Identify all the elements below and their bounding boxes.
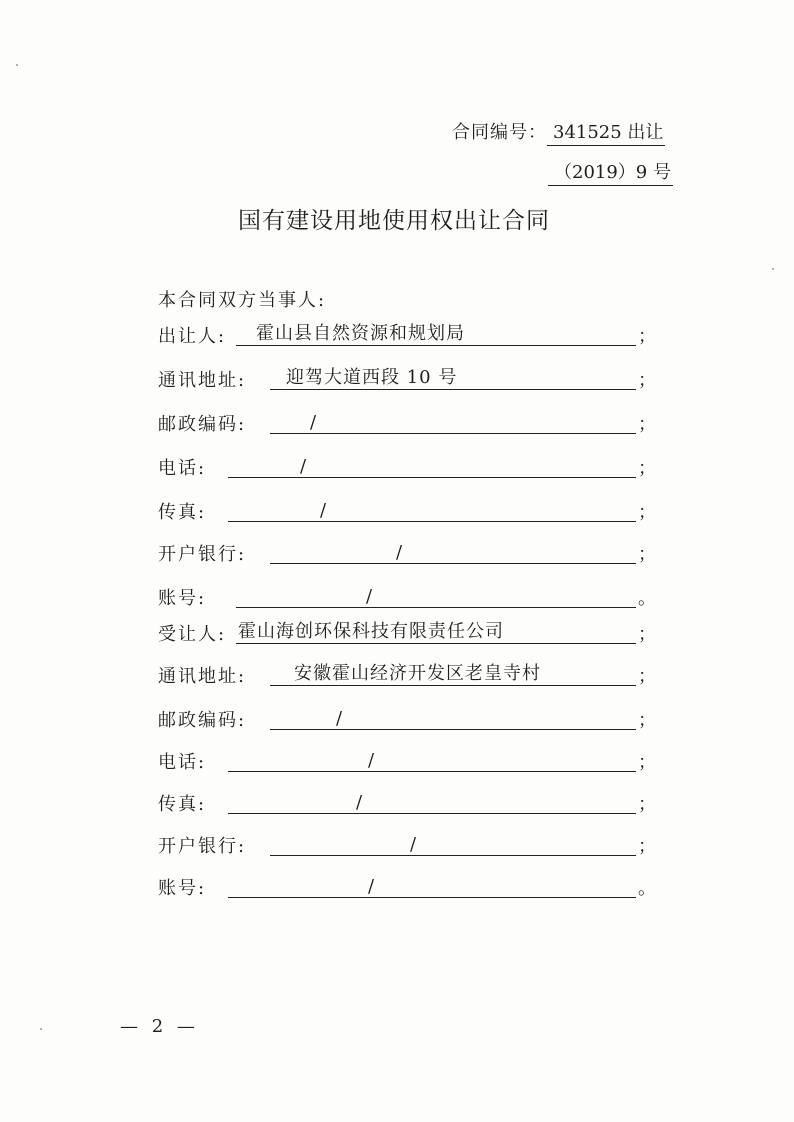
transferor-address-field <box>158 366 658 396</box>
transferor-account-field <box>158 584 658 614</box>
field-underline <box>228 521 636 522</box>
field-label: 通讯地址: <box>158 666 247 687</box>
field-label: 邮政编码: <box>158 710 247 731</box>
field-terminator: ； <box>638 414 656 435</box>
field-terminator: ； <box>638 370 656 391</box>
parties-intro: 本合同双方当事人: <box>158 290 327 311</box>
transferee-fax: / <box>356 792 364 813</box>
field-label: 电话: <box>158 458 207 479</box>
field-label: 邮政编码: <box>158 414 247 435</box>
transferee-party-field <box>158 620 658 650</box>
contract-number-value: 341525 出让 <box>547 118 665 146</box>
transferor-postcode: / <box>310 412 318 433</box>
transferor-party-field <box>158 322 658 352</box>
transferee-phone-field <box>158 748 658 778</box>
field-terminator: ； <box>638 666 656 687</box>
transferor-fax: / <box>320 500 328 521</box>
page-number: — 2 — <box>120 1016 199 1037</box>
field-label: 通讯地址: <box>158 370 247 391</box>
field-underline <box>228 477 636 478</box>
field-label: 账号: <box>158 588 207 609</box>
transferee-bank: / <box>410 834 418 855</box>
contract-number <box>452 118 665 146</box>
field-label: 传真: <box>158 794 207 815</box>
transferor-bank: / <box>396 542 404 563</box>
field-terminator: ； <box>638 752 656 773</box>
field-terminator: 。 <box>638 588 656 609</box>
field-terminator: ； <box>638 502 656 523</box>
transferee-name: 霍山海创环保科技有限责任公司 <box>238 621 504 642</box>
field-terminator: ； <box>638 458 656 479</box>
transferee-account: / <box>368 876 376 897</box>
field-label: 受让人: <box>158 624 227 645</box>
field-terminator: ； <box>638 794 656 815</box>
contract-number-value-2: （2019）9 号 <box>548 158 673 186</box>
field-terminator: ； <box>638 836 656 857</box>
field-underline <box>228 771 636 772</box>
transferee-phone: / <box>368 750 376 771</box>
field-underline <box>236 643 636 644</box>
contract-number-continued <box>548 158 673 186</box>
field-underline <box>270 729 636 730</box>
field-label: 传真: <box>158 502 207 523</box>
field-terminator: ； <box>638 326 656 347</box>
transferor-phone-field <box>158 454 658 484</box>
field-label: 账号: <box>158 878 207 899</box>
transferee-fax-field <box>158 790 658 820</box>
transferor-account: / <box>366 586 374 607</box>
field-label: 出让人: <box>158 326 227 347</box>
document-title: 国有建设用地使用权出让合同 <box>238 208 550 234</box>
field-underline <box>236 607 636 608</box>
transferee-postcode-field <box>158 706 658 736</box>
field-terminator: ； <box>638 624 656 645</box>
transferor-address: 迎驾大道西段 10 号 <box>286 367 458 388</box>
field-terminator: ； <box>638 710 656 731</box>
transferee-account-field <box>158 874 658 904</box>
field-underline <box>270 433 636 434</box>
contract-number-label: 合同编号： <box>452 122 547 143</box>
field-underline <box>228 813 636 814</box>
field-label: 电话: <box>158 752 207 773</box>
field-terminator: 。 <box>638 878 656 899</box>
field-underline <box>270 389 636 390</box>
transferor-postcode-field <box>158 410 658 440</box>
transferee-address-field <box>158 662 658 692</box>
field-label: 开户银行: <box>158 544 247 565</box>
field-underline <box>228 897 636 898</box>
transferor-phone: / <box>300 456 308 477</box>
transferee-bank-field <box>158 832 658 862</box>
field-terminator: ； <box>638 544 656 565</box>
field-underline <box>270 563 636 564</box>
transferor-fax-field <box>158 498 658 528</box>
field-underline <box>270 855 636 856</box>
field-label: 开户银行: <box>158 836 247 857</box>
scan-speck <box>16 64 18 66</box>
transferee-address: 安徽霍山经济开发区老皇寺村 <box>294 663 541 684</box>
field-underline <box>270 685 636 686</box>
transferor-name: 霍山县自然资源和规划局 <box>256 323 465 344</box>
field-underline <box>236 345 636 346</box>
scan-speck <box>772 268 774 270</box>
transferor-bank-field <box>158 540 658 570</box>
scan-speck <box>40 1028 42 1030</box>
transferee-postcode: / <box>336 708 344 729</box>
